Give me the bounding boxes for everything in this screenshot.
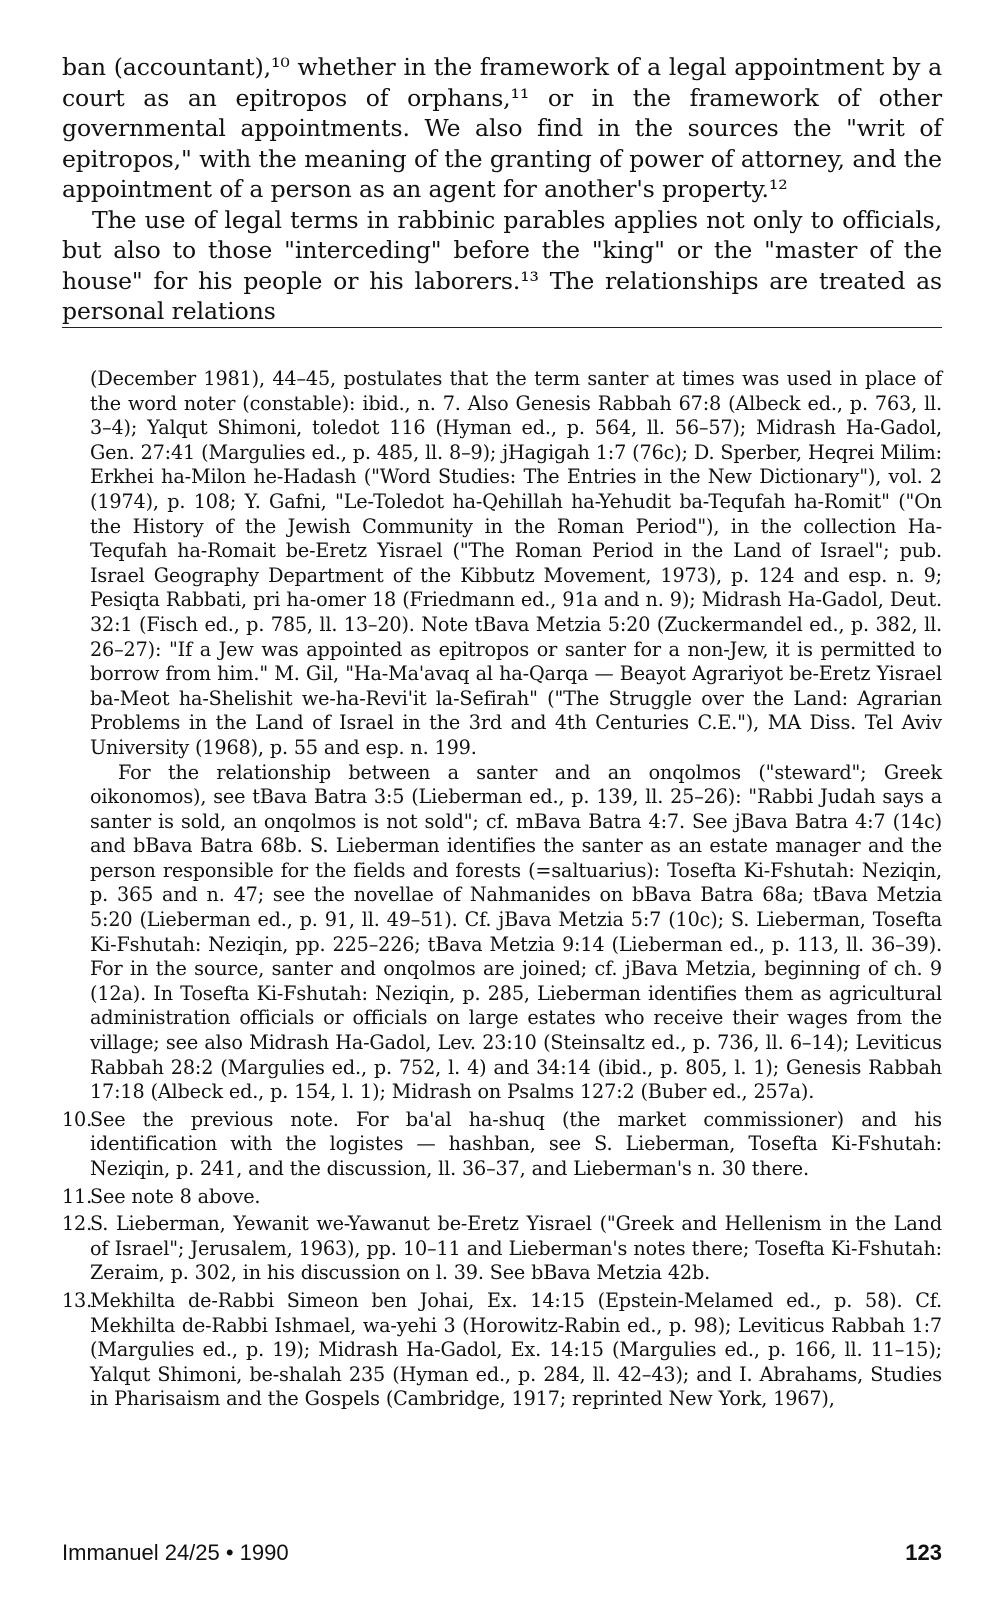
footnote-separator	[62, 327, 942, 328]
paragraph: ban (accountant),¹⁰ whether in the framework of a legal appointment by a court as an epitropos of orphans,¹¹ or in the framework of other governmental appointments. We also find in the sources the "writ of epitropos," with the meaning of the granting of power of attorney, and the appointment of a person as an agent for another's property.¹²	[62, 53, 942, 203]
footnote-text: See note 8 above.	[90, 1184, 261, 1208]
footnote-text: S. Lieberman, Yewanit we-Yawanut be-Eretz Yisrael ("Greek and Hellenism in the Land of Israel"; Jerusalem, 1963), pp. 10–11 and Lieberman's notes there; Tosefta Ki-Fshutah: Zeraim, p. 302, in his discussion on l. 39. See bBava Metzia 42b.	[90, 1212, 942, 1285]
footnote-number: 12.	[62, 1212, 93, 1236]
footnote-continuation: For the relationship between a santer and an onqolmos ("steward"; Greek oikonomos), see tBava Batra 3:5 (Lieberman ed., p. 139, ll. 25–26): "Rabbi Judah says a santer is sold, an onqolmos is not sold"; cf. mBava Batra 4:7. See jBava Batra 4:7 (14c) and bBava Batra 68b. S. Lieberman identifies the santer as an estate manager and the person responsible for the fields and forests (=saltuarius): Tosefta Ki-Fshutah: Neziqin, p. 365 and n. 47; see the novellae of Nahmanides on bBava Batra 68a; tBava Metzia 5:20 (Lieberman ed., p. 91, ll. 49–51). Cf. jBava Metzia 5:7 (10c); S. Lieberman, Tosefta Ki-Fshutah: Neziqin, pp. 225–226; tBava Metzia 9:14 (Lieberman ed., p. 113, ll. 36–39). For in the source, santer and onqolmos are joined; cf. jBava Metzia, beginning of ch. 9 (12a). In Tosefta Ki-Fshutah: Neziqin, p. 285, Lieberman identifies them as agricultural administration officials or officials on large estates who receive their wages from the village; see also Midrash Ha-Gadol, Lev. 23:10 (Steinsaltz ed., p. 736, ll. 6–14); Leviticus Rabbah 28:2 (Margulies ed., p. 752, l. 4) and 34:14 (ibid., p. 805, l. 1); Genesis Rabbah 17:18 (Albeck ed., p. 154, l. 1); Midrash on Psalms 127:2 (Buber ed., 257a).	[90, 760, 942, 1104]
paragraph: The use of legal terms in rabbinic parables applies not only to officials, but also to those "interceding" before the "king" or the "master of the house" for his people or his laborers.¹³ The relationships are treated as personal relations	[62, 205, 942, 325]
footnotes	[62, 367, 942, 1412]
footnote-13	[62, 1289, 942, 1412]
page-number: 123	[905, 1540, 942, 1565]
footnote-continuation: (December 1981), 44–45, postulates that the term santer at times was used in place of the word noter (constable): ibid., n. 7. Also Genesis Rabbah 67:8 (Albeck ed., p. 763, ll. 3–4); Yalqut Shimoni, toledot 116 (Hyman ed., p. 564, ll. 56–57); Midrash Ha-Gadol, Gen. 27:41 (Margulies ed., p. 485, ll. 8–9); jHagigah 1:7 (76c); D. Sperber, Heqrei Milim: Erkhei ha-Milon he-Hadash ("Word Studies: The Entries in the New Dictionary"), vol. 2 (1974), p. 108; Y. Gafni, "Le-Toledot ha-Qehillah ha-Yehudit ba-Tequfah ha-Romit" ("On the History of the Jewish Community in the Roman Period"), in the collection Ha-Tequfah ha-Romait be-Eretz Yisrael ("The Roman Period in the Land of Israel"; pub. Israel Geography Department of the Kibbutz Movement, 1973), p. 124 and esp. n. 9; Pesiqta Rabbati, pri ha-omer 18 (Friedmann ed., 91a and n. 9); Midrash Ha-Gadol, Deut. 32:1 (Fisch ed., p. 785, ll. 13–20). Note tBava Metzia 5:20 (Zuckermandel ed., p. 382, ll. 26–27): "If a Jew was appointed as epitropos or santer for a non-Jew, it is permitted to borrow from him." M. Gil, "Ha-Ma'avaq al ha-Qarqa — Beayot Agrariyot be-Eretz Yisrael ba-Meot ha-Shelishit we-ha-Revi'it la-Sefirah" ("The Struggle over the Land: Agrarian Problems in the Land of Israel in the 3rd and 4th Centuries C.E."), MA Diss. Tel Aviv University (1968), p. 55 and esp. n. 199.	[90, 367, 942, 759]
main-text	[62, 52, 942, 327]
page-footer	[62, 1540, 942, 1570]
footnote-text: See the previous note. For ba'al ha-shuq (the market commissioner) and his identification with the logistes — hashban, see S. Lieberman, Tosefta Ki-Fshutah: Neziqin, p. 241, and the discussion, ll. 36–37, and Lieberman's n. 30 there.	[90, 1107, 942, 1180]
footnote-number: 11.	[62, 1184, 93, 1208]
footnote-12	[62, 1212, 942, 1286]
footnote-10	[62, 1108, 942, 1182]
footnote-number: 10.	[62, 1107, 93, 1131]
footnote-11	[62, 1185, 942, 1210]
journal-citation: Immanuel 24/25 • 1990	[62, 1540, 289, 1565]
footnote-number: 13.	[62, 1288, 93, 1312]
footnote-text: Mekhilta de-Rabbi Simeon ben Johai, Ex. 14:15 (Epstein-Melamed ed., p. 58). Cf. Mekhilta de-Rabbi Ishmael, wa-yehi 3 (Horowitz-Rabin ed., p. 98); Leviticus Rabbah 1:7 (Margulies ed., p. 19); Midrash Ha-Gadol, Ex. 14:15 (Margulies ed., p. 166, ll. 11–15); Yalqut Shimoni, be-shalah 235 (Hyman ed., p. 284, ll. 42–43); and I. Abrahams, Studies in Pharisaism and the Gospels (Cambridge, 1917; reprinted New York, 1967),	[90, 1288, 942, 1411]
